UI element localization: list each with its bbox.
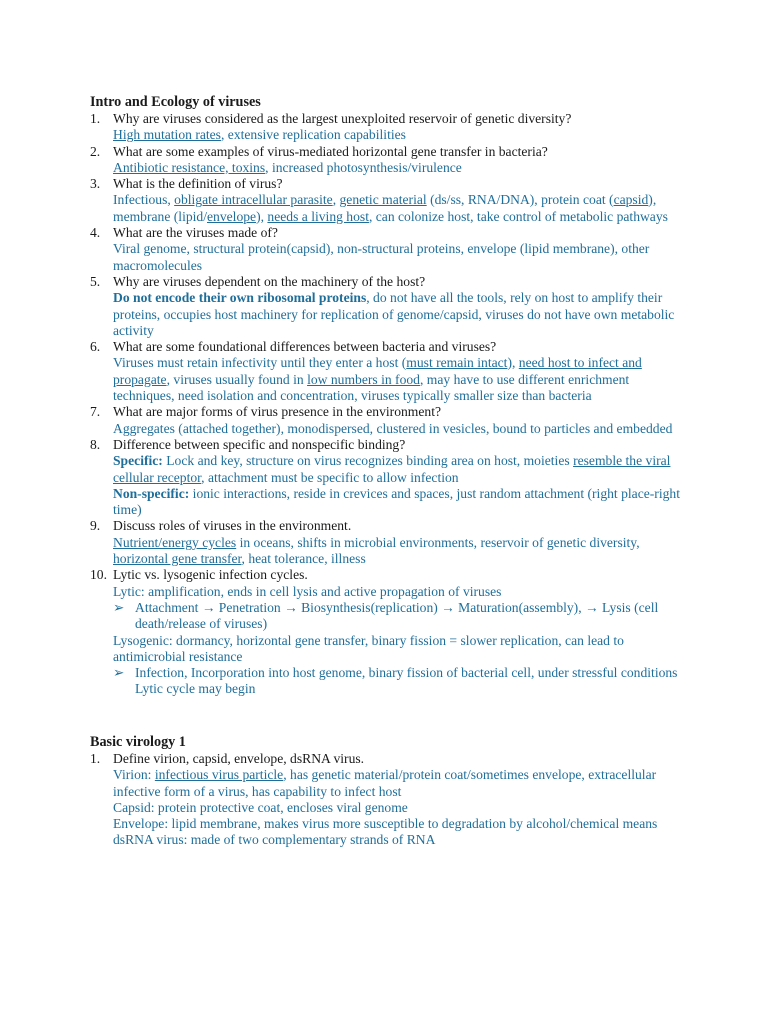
answer-text: [113, 486, 690, 519]
answer-text: Viral genome, structural protein(capsid), non-structural proteins, envelope (lipid membrane), other macromolecules: [113, 241, 650, 273]
answer-text: Lysogenic: dormancy, horizontal gene transfer, binary fission = slower replication, can lead to antimicrobial resistance: [113, 632, 624, 664]
answer-part: ,: [332, 192, 340, 208]
answer-part: Virion:: [113, 767, 155, 783]
question-text: [113, 567, 690, 583]
question-item: [90, 339, 690, 404]
question-part: Define virion, capsid, envelope, dsRNA virus: [113, 751, 361, 766]
question-item: [90, 274, 690, 339]
answer-underlined: needs a living host: [267, 208, 369, 224]
question-part: .: [360, 751, 365, 766]
question-number: 4.: [90, 225, 101, 241]
answer-underlined: envelope: [207, 208, 257, 224]
answer-text: [113, 160, 690, 176]
answer-part: ),: [256, 208, 268, 224]
question-item: [90, 144, 690, 177]
answer-part: , has genetic material/protein coat/sometimes envelope, extracellular infective form of a virus, has capability to infect host: [113, 767, 657, 799]
question-part: Lytic vs. lysogenic infection cycles: [113, 567, 305, 583]
answer-underlined: horizontal gene transfer: [113, 551, 242, 567]
answer-bold: Specific:: [113, 453, 163, 469]
bullet-text: Infection, Incorporation into host genome, binary fission of bacterial cell, under stressful conditions Lytic cycle may begin: [135, 665, 678, 697]
question-item: [90, 437, 690, 518]
question-item: [90, 176, 690, 225]
answer-part: Viruses must retain infectivity until they enter a host (: [113, 355, 407, 371]
question-item: [90, 751, 690, 849]
answer-part: ), membrane (lipid/: [113, 192, 657, 224]
question-item: [90, 225, 690, 274]
answer-underlined: infectious virus particle: [154, 767, 284, 783]
question-number: 1.: [90, 111, 101, 126]
answer-text: [113, 290, 690, 339]
answer-text: Lytic: amplification, ends in cell lysis and active propagation of viruses: [113, 583, 502, 599]
answer-underlined: High mutation rates: [113, 127, 221, 143]
question-text: What are major forms of virus presence in the environment?: [113, 404, 442, 420]
answer-part: , extensive replication capabilities: [220, 127, 406, 143]
question-text: [113, 518, 690, 534]
question-number: 8.: [90, 436, 101, 452]
question-number: 10.: [90, 567, 107, 583]
bullet-item: [113, 600, 690, 633]
answer-underlined: Nutrient/energy cycles: [113, 534, 237, 550]
answer-underlined: low numbers in food: [307, 371, 420, 387]
question-text: What is the definition of virus?: [113, 176, 283, 192]
answer-underlined: need host to infect and propagate: [113, 355, 642, 387]
bullet-item: [113, 665, 690, 698]
answer-text: [113, 453, 690, 486]
answer-part: Lock and key, structure on virus recognizes binding area on host, moieties: [162, 453, 574, 469]
answer-bold: Do not encode their own ribosomal proteins: [113, 290, 367, 306]
question-number: 5.: [90, 273, 101, 289]
section-intro-ecology: [90, 94, 690, 698]
question-text: What are some foundational differences between bacteria and viruses?: [113, 339, 497, 355]
question-text: [113, 751, 690, 767]
answer-text: Envelope: lipid membrane, makes virus more susceptible to degradation by alcohol/chemical means: [113, 816, 658, 832]
arrow-bullet-icon: ➢: [113, 599, 125, 615]
answer-part: , attachment must be specific to allow infection: [201, 469, 459, 485]
answer-text: Aggregates (attached together), monodispersed, clustered in vesicles, bound to particles and embedded: [113, 420, 673, 436]
answer-part: , heat tolerance, illness: [241, 551, 366, 567]
question-part: Discuss roles of viruses in the environment: [113, 518, 348, 534]
answer-part: , viruses usually found in: [166, 371, 308, 387]
answer-part: ionic interactions, reside in crevices and spaces, just random attachment (right place-right time): [113, 485, 680, 518]
answer-text: [113, 535, 690, 568]
answer-part: Infectious,: [113, 192, 175, 208]
section-title: Basic virology 1: [90, 734, 186, 750]
question-text: What are some examples of virus-mediated horizontal gene transfer in bacteria?: [113, 143, 548, 159]
answer-text: Capsid: protein protective coat, encloses viral genome: [113, 799, 408, 815]
question-number: 7.: [90, 404, 101, 420]
question-item: [90, 404, 690, 437]
answer-bold: Non-specific:: [113, 485, 190, 501]
answer-part: ),: [507, 355, 519, 371]
question-item: [90, 518, 690, 567]
question-item: [90, 111, 690, 144]
answer-underlined: must remain intact: [406, 355, 508, 371]
answer-text: [113, 192, 690, 225]
question-number: 9.: [90, 518, 101, 534]
answer-underlined: resemble the viral cellular receptor: [113, 453, 671, 485]
question-number: 1.: [90, 751, 101, 766]
question-item: [90, 567, 690, 697]
question-text: Why are viruses dependent on the machinery of the host?: [113, 273, 426, 289]
answer-part: , increased photosynthesis/virulence: [265, 159, 462, 175]
question-part: .: [347, 518, 352, 534]
question-text: Why are viruses considered as the largest unexploited reservoir of genetic diversity?: [113, 111, 572, 126]
question-number: 2.: [90, 143, 101, 159]
question-text: Difference between specific and nonspecific binding?: [113, 436, 406, 452]
bullet-text: Attachment → Penetration → Biosynthesis(replication) → Maturation(assembly), → Lysis (cell death/release of viruses): [135, 599, 659, 632]
answer-text: [113, 767, 690, 800]
question-part: .: [304, 567, 308, 583]
answer-text: dsRNA virus: made of two complementary strands of RNA: [113, 832, 436, 848]
answer-part: (ds/ss, RNA/DNA), protein coat (: [426, 192, 614, 208]
answer-underlined: genetic material: [339, 192, 427, 208]
question-number: 6.: [90, 339, 101, 355]
arrow-bullet-icon: ➢: [113, 665, 125, 681]
answer-underlined: obligate intracellular parasite: [174, 192, 333, 208]
answer-underlined: Antibiotic resistance, toxins: [113, 159, 266, 175]
question-number: 3.: [90, 176, 101, 192]
answer-part: , may have to use different enrichment techniques, need isolation and concentration, viruses typically smaller size than bacteria: [113, 371, 630, 404]
section-basic-virology: [90, 734, 690, 849]
section-title: Intro and Ecology of viruses: [90, 94, 261, 110]
question-text: What are the viruses made of?: [113, 225, 278, 241]
answer-part: in oceans, shifts in microbial environments, reservoir of genetic diversity,: [236, 534, 640, 550]
answer-text: [113, 127, 690, 143]
answer-part: , do not have all the tools, rely on host to amplify their proteins, occupies host machinery for replication of genome/capsid, viruses do not have own metabolic activity: [113, 290, 675, 338]
answer-part: , can colonize host, take control of metabolic pathways: [368, 208, 668, 224]
answer-underlined: capsid: [613, 192, 649, 208]
answer-text: [113, 355, 690, 404]
